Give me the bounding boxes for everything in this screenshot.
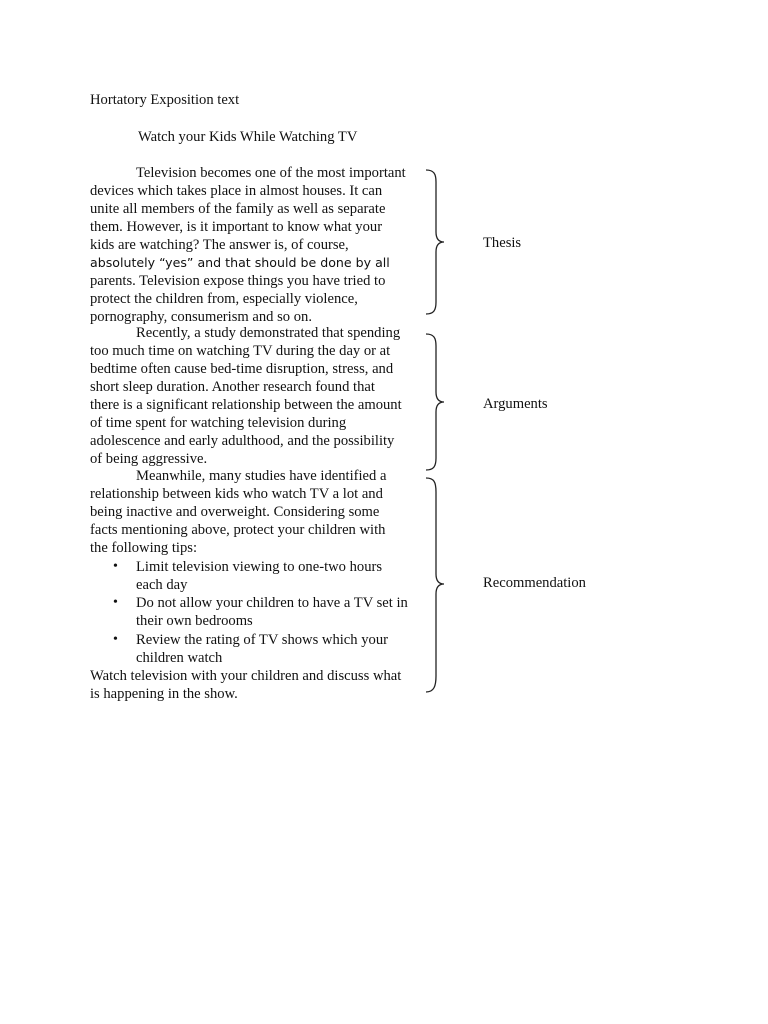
bullet-marker: • bbox=[113, 595, 118, 610]
text-line: adolescence and early adulthood, and the possibility bbox=[90, 433, 395, 449]
recommendation-brace-icon bbox=[424, 476, 448, 694]
document-title: Watch your Kids While Watching TV bbox=[138, 129, 358, 145]
arguments-label: Arguments bbox=[483, 396, 548, 412]
text-line: the following tips: bbox=[90, 540, 198, 556]
text-line: pornography, consumerism and so on. bbox=[90, 309, 312, 325]
text-line: Recently, a study demonstrated that spending bbox=[136, 325, 401, 341]
bullet-marker: • bbox=[113, 559, 118, 574]
text-line: devices which takes place in almost houses. It can bbox=[90, 183, 383, 199]
text-line: children watch bbox=[136, 650, 223, 666]
text-line: Television becomes one of the most important bbox=[136, 165, 406, 181]
text-line: of being aggressive. bbox=[90, 451, 208, 467]
text-line: too much time on watching TV during the day or at bbox=[90, 343, 391, 359]
text-line: Meanwhile, many studies have identified a bbox=[136, 468, 387, 484]
text-line: being inactive and overweight. Considering some bbox=[90, 504, 380, 520]
text-line: facts mentioning above, protect your children with bbox=[90, 522, 386, 538]
text-line: absolutely “yes” and that should be done by all bbox=[90, 255, 390, 270]
text-line: unite all members of the family as well as separate bbox=[90, 201, 386, 217]
text-line: their own bedrooms bbox=[136, 613, 253, 629]
text-line: of time spent for watching television during bbox=[90, 415, 347, 431]
text-line: Do not allow your children to have a TV set in bbox=[136, 595, 408, 611]
text-line: bedtime often cause bed-time disruption, stress, and bbox=[90, 361, 394, 377]
text-line: protect the children from, especially violence, bbox=[90, 291, 358, 307]
recommendation-label: Recommendation bbox=[483, 575, 586, 591]
text-line: them. However, is it important to know what your bbox=[90, 219, 383, 235]
arguments-brace-icon bbox=[424, 332, 448, 472]
thesis-brace-icon bbox=[424, 168, 448, 316]
text-line: parents. Television expose things you have tried to bbox=[90, 273, 386, 289]
text-line: Review the rating of TV shows which your bbox=[136, 632, 388, 648]
bullet-marker: • bbox=[113, 632, 118, 647]
text-line: Watch television with your children and discuss what bbox=[90, 668, 402, 684]
text-line: kids are watching? The answer is, of course, bbox=[90, 237, 349, 253]
document-type-label: Hortatory Exposition text bbox=[90, 92, 240, 108]
thesis-label: Thesis bbox=[483, 235, 522, 251]
text-line: is happening in the show. bbox=[90, 686, 238, 702]
text-line: short sleep duration. Another research found that bbox=[90, 379, 375, 395]
text-line: relationship between kids who watch TV a lot and bbox=[90, 486, 383, 502]
text-line: there is a significant relationship between the amount bbox=[90, 397, 402, 413]
text-line: Limit television viewing to one-two hours bbox=[136, 559, 383, 575]
text-line: each day bbox=[136, 577, 188, 593]
